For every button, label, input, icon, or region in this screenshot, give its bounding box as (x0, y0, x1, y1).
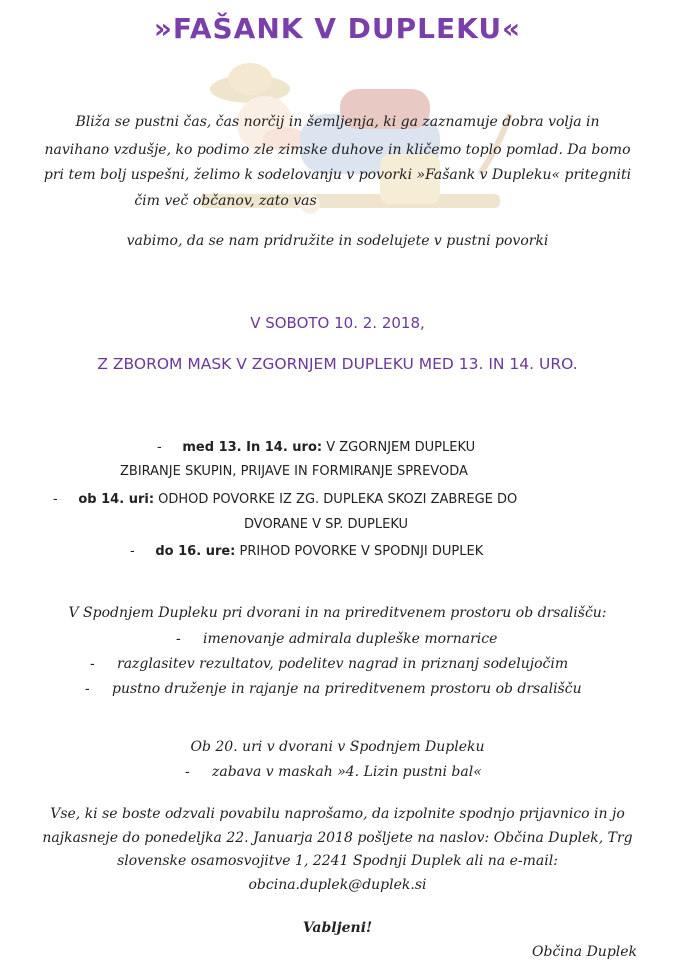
lower-item-1 (176, 631, 497, 647)
schedule-time: do 16. ure: (155, 544, 236, 559)
greeting: Vabljeni! (302, 920, 373, 936)
lower-item-text: pustno druženje in rajanje na prireditvenem prostoru ob drsališču (112, 681, 582, 697)
dash: - (185, 764, 190, 780)
schedule-text: ODHOD POVORKE IZ ZG. DUPLEKA SKOZI ZABREGE DO (154, 492, 518, 507)
intro-line-3: pri tem bolj uspešni, želimo k sodelovanju v povorki »Fašank v Dupleku« pritegniti (43, 167, 632, 183)
email-address: obcina.duplek@duplek.si (248, 877, 427, 893)
lower-item-3 (85, 681, 582, 697)
lower-item-2 (90, 656, 568, 672)
closing-line-2: najkasneje do ponedeljka 22. Januarja 2018 pošljete na naslov: Občina Duplek, Trg (42, 830, 633, 846)
lower-heading: V Spodnjem Dupleku pri dvorani in na prireditvenem prostoru ob drsališču: (68, 605, 607, 621)
schedule-cont-1: ZBIRANJE SKUPIN, PRIJAVE IN FORMIRANJE SPREVODA (120, 464, 468, 479)
schedule-time: ob 14. uri: (78, 492, 155, 507)
schedule-time: med 13. In 14. uro: (182, 440, 323, 455)
lower-item-text: imenovanje admirala dupleške mornarice (203, 631, 498, 647)
intro-line-4: čim več občanov, zato vas (134, 193, 317, 209)
dash: - (130, 544, 135, 559)
closing-line-3: slovenske osamosvojitve 1, 2241 Spodnji Duplek ali na e-mail: (117, 853, 558, 869)
dash: - (157, 440, 162, 455)
closing-line-1: Vse, ki se boste odzvali povabilu naprošamo, da izpolnite spodnjo prijavnico in jo (50, 806, 625, 822)
evening-heading: Ob 20. uri v dvorani v Spodnjem Dupleku (190, 739, 485, 755)
dash: - (90, 656, 95, 672)
dash: - (53, 492, 58, 507)
schedule-item-3 (130, 544, 483, 559)
schedule-cont-2: DVORANE V SP. DUPLEKU (244, 517, 409, 532)
schedule-item-2 (53, 492, 517, 507)
schedule-item-1 (157, 440, 475, 455)
dash: - (176, 631, 181, 647)
page-title: »FAŠANK V DUPLEKU« (153, 12, 522, 45)
invite-line: vabimo, da se nam pridružite in sodelujete v pustni povorki (126, 233, 549, 249)
intro-line-1: Bliža se pustni čas, čas norčij in šemljenja, ki ga zaznamuje dobra volja in (75, 114, 600, 130)
lower-item-text: razglasitev rezultatov, podelitev nagrad in priznanj sodelujočim (117, 656, 569, 672)
schedule-text: V ZGORNJEM DUPLEKU (322, 440, 476, 455)
signature: Občina Duplek (532, 944, 638, 960)
schedule-text: PRIHOD POVORKE V SPODNJI DUPLEK (235, 544, 484, 559)
evening-item-text: zabava v maskah »4. Lizin pustni bal« (212, 764, 482, 780)
gather-line: Z ZBOROM MASK V ZGORNJEM DUPLEKU MED 13. IN 14. URO. (97, 355, 578, 373)
intro-line-2: navihano vzdušje, ko podimo zle zimske duhove in kličemo toplo pomlad. Da bomo (44, 142, 631, 158)
evening-item (185, 764, 482, 780)
dash: - (85, 681, 90, 697)
date-line: V SOBOTO 10. 2. 2018, (250, 314, 425, 332)
